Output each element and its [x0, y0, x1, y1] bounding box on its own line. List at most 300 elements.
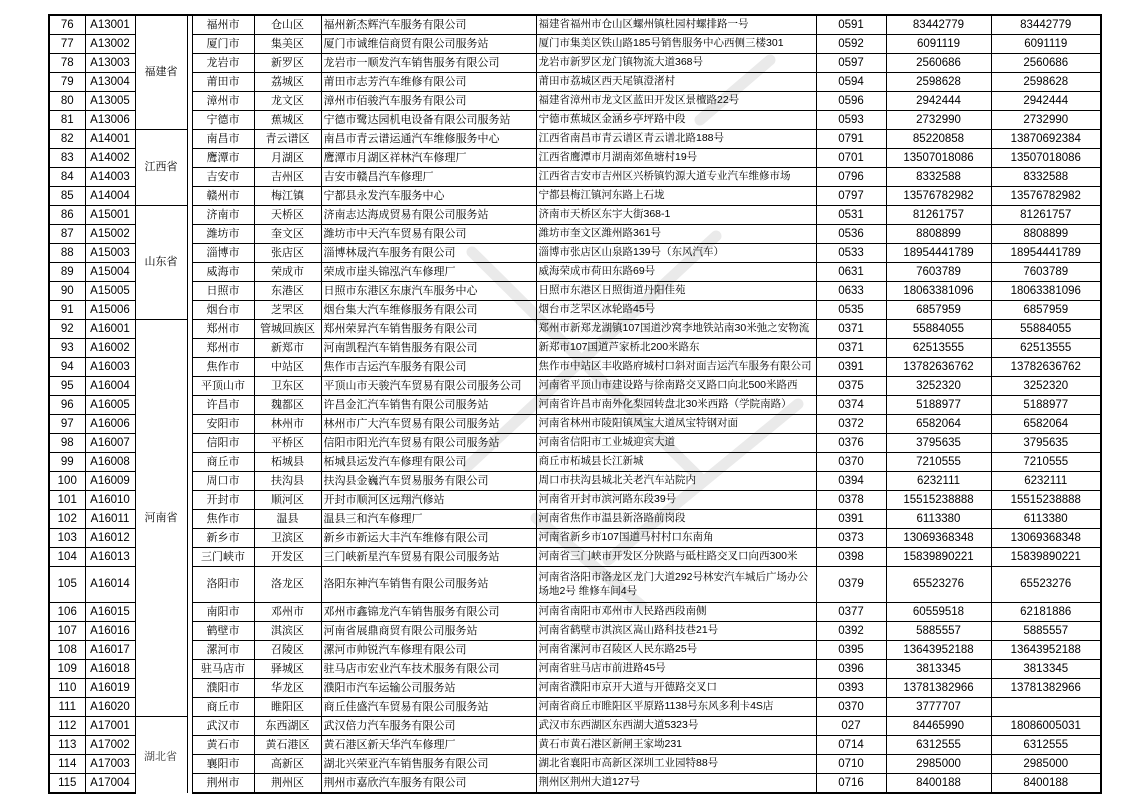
district-cell: 卫滨区 [254, 529, 321, 548]
phone-cell: 18063381096 [886, 282, 991, 301]
row-number-cell: 81 [49, 111, 85, 130]
city-cell: 漳州市 [192, 92, 254, 111]
phone-cell: 8332588 [886, 168, 991, 187]
address-cell: 河南省驻马店市前进路45号 [536, 660, 816, 679]
service-station-table [48, 14, 1102, 794]
code-cell: A16015 [85, 603, 135, 622]
district-cell: 华龙区 [254, 679, 321, 698]
table-row [49, 510, 1101, 529]
company-cell: 荆州市嘉欣汽车服务有限公司 [321, 774, 536, 794]
area-code-cell: 0535 [816, 301, 886, 320]
table-row [49, 339, 1101, 358]
company-cell: 龙岩市一顺发汽车销售服务有限公司 [321, 54, 536, 73]
area-code-cell: 0371 [816, 320, 886, 339]
company-cell: 厦门市诚维信商贸有限公司服务站 [321, 35, 536, 54]
address-cell: 河南省林州市陵阳镇凤宝大道凤宝特钢对面 [536, 415, 816, 434]
address-cell: 河南省洛阳市洛龙区龙门大道292号林安汽车城后广场办公场地2号 维修车间4号 [536, 567, 816, 603]
table-row [49, 622, 1101, 641]
phone2-cell: 13069368348 [991, 529, 1101, 548]
district-cell: 开发区 [254, 548, 321, 567]
city-cell: 鹰潭市 [192, 149, 254, 168]
company-cell: 莆田市志芳汽车维修有限公司 [321, 73, 536, 92]
table-row [49, 73, 1101, 92]
area-code-cell: 0393 [816, 679, 886, 698]
phone-cell: 2985000 [886, 755, 991, 774]
company-cell: 郑州荣昇汽车销售服务有限公司 [321, 320, 536, 339]
city-cell: 厦门市 [192, 35, 254, 54]
company-cell: 漯河市帅锐汽车修理有限公司 [321, 641, 536, 660]
phone-cell: 7603789 [886, 263, 991, 282]
code-cell: A16003 [85, 358, 135, 377]
company-cell: 信阳市阳光汽车贸易有限公司服务站 [321, 434, 536, 453]
row-number-cell: 79 [49, 73, 85, 92]
phone-cell: 6582064 [886, 415, 991, 434]
phone2-cell: 18086005031 [991, 717, 1101, 736]
company-cell: 河南凯程汽车销售服务有限公司 [321, 339, 536, 358]
row-number-cell: 109 [49, 660, 85, 679]
code-cell: A14002 [85, 149, 135, 168]
code-cell: A15002 [85, 225, 135, 244]
address-cell: 烟台市芝罘区冰轮路45号 [536, 301, 816, 320]
row-number-cell: 96 [49, 396, 85, 415]
phone2-cell: 3252320 [991, 377, 1101, 396]
row-number-cell: 95 [49, 377, 85, 396]
table-row [49, 717, 1101, 736]
code-cell: A15005 [85, 282, 135, 301]
company-cell: 焦作市吉运汽车服务有限公司 [321, 358, 536, 377]
district-cell: 柘城县 [254, 453, 321, 472]
district-cell: 天桥区 [254, 206, 321, 225]
phone2-cell: 7210555 [991, 453, 1101, 472]
district-cell: 淇滨区 [254, 622, 321, 641]
phone-cell: 3777707 [886, 698, 991, 717]
phone2-cell: 15515238888 [991, 491, 1101, 510]
phone-cell: 6113380 [886, 510, 991, 529]
phone-cell: 62513555 [886, 339, 991, 358]
phone-cell: 13576782982 [886, 187, 991, 206]
address-cell: 江西省鹰潭市月湖南郊鱼塘村19号 [536, 149, 816, 168]
phone2-cell: 8808899 [991, 225, 1101, 244]
code-cell: A16008 [85, 453, 135, 472]
row-number-cell: 100 [49, 472, 85, 491]
row-number-cell: 89 [49, 263, 85, 282]
city-cell: 三门峡市 [192, 548, 254, 567]
phone-cell: 8400188 [886, 774, 991, 794]
row-number-cell: 101 [49, 491, 85, 510]
row-number-cell: 92 [49, 320, 85, 339]
district-cell: 奎文区 [254, 225, 321, 244]
row-number-cell: 85 [49, 187, 85, 206]
table-row [49, 755, 1101, 774]
address-cell: 河南省濮阳市京开大道与开德路交叉口 [536, 679, 816, 698]
table-row [49, 15, 1101, 35]
district-cell: 集美区 [254, 35, 321, 54]
phone2-cell: 2560686 [991, 54, 1101, 73]
table-row [49, 434, 1101, 453]
address-cell: 日照市东港区日照街道丹阳佳苑 [536, 282, 816, 301]
address-cell: 武汉市东西湖区东西湖大道5323号 [536, 717, 816, 736]
city-cell: 荆州市 [192, 774, 254, 794]
area-code-cell: 027 [816, 717, 886, 736]
district-cell: 睢阳区 [254, 698, 321, 717]
district-cell: 东港区 [254, 282, 321, 301]
row-number-cell: 114 [49, 755, 85, 774]
phone2-cell: 7603789 [991, 263, 1101, 282]
row-number-cell: 113 [49, 736, 85, 755]
row-number-cell: 82 [49, 130, 85, 149]
company-cell: 吉安市赣昌汽车修理厂 [321, 168, 536, 187]
company-cell: 济南志达海成贸易有限公司服务站 [321, 206, 536, 225]
row-number-cell: 110 [49, 679, 85, 698]
address-cell: 河南省新乡市107国道马村村口东南角 [536, 529, 816, 548]
phone-cell: 7210555 [886, 453, 991, 472]
city-cell: 焦作市 [192, 358, 254, 377]
company-cell: 洛阳东神汽车销售有限公司服务站 [321, 567, 536, 603]
phone2-cell: 2942444 [991, 92, 1101, 111]
phone2-cell [991, 698, 1101, 717]
phone-cell: 6312555 [886, 736, 991, 755]
province-cell: 山东省 [135, 206, 187, 320]
area-code-cell: 0633 [816, 282, 886, 301]
phone2-cell: 55884055 [991, 320, 1101, 339]
service-station-table-sheet [48, 14, 1102, 794]
area-code-cell: 0377 [816, 603, 886, 622]
table-row [49, 54, 1101, 73]
company-cell: 荣成市崖头锦泓汽车修理厂 [321, 263, 536, 282]
phone2-cell: 13643952188 [991, 641, 1101, 660]
district-cell: 荣成市 [254, 263, 321, 282]
city-cell: 许昌市 [192, 396, 254, 415]
row-number-cell: 78 [49, 54, 85, 73]
table-row [49, 35, 1101, 54]
company-cell: 柘城县运发汽车修理有限公司 [321, 453, 536, 472]
address-cell: 江西省吉安市吉州区兴桥镇钓源大道专业汽车维修市场 [536, 168, 816, 187]
table-row [49, 244, 1101, 263]
area-code-cell: 0594 [816, 73, 886, 92]
company-cell: 河南省展鼎商贸有限公司服务站 [321, 622, 536, 641]
district-cell: 驿城区 [254, 660, 321, 679]
phone2-cell: 5188977 [991, 396, 1101, 415]
phone-cell: 13781382966 [886, 679, 991, 698]
area-code-cell: 0392 [816, 622, 886, 641]
address-cell: 福建省福州市仓山区螺州镇杜园村螺排路一号 [536, 15, 816, 35]
address-cell: 河南省漯河市召陵区人民东路25号 [536, 641, 816, 660]
city-cell: 南阳市 [192, 603, 254, 622]
company-cell: 潍坊市中天汽车贸易有限公司 [321, 225, 536, 244]
address-cell: 济南市天桥区东宇大街368-1 [536, 206, 816, 225]
company-cell: 福州新杰辉汽车服务有限公司 [321, 15, 536, 35]
row-number-cell: 108 [49, 641, 85, 660]
row-number-cell: 112 [49, 717, 85, 736]
phone2-cell: 8400188 [991, 774, 1101, 794]
city-cell: 赣州市 [192, 187, 254, 206]
row-number-cell: 84 [49, 168, 85, 187]
company-cell: 濮阳市汽车运输公司服务站 [321, 679, 536, 698]
phone2-cell: 62513555 [991, 339, 1101, 358]
address-cell: 河南省三门峡市开发区分陕路与砥柱路交叉口向西300米 [536, 548, 816, 567]
area-code-cell: 0701 [816, 149, 886, 168]
city-cell: 武汉市 [192, 717, 254, 736]
code-cell: A17001 [85, 717, 135, 736]
phone-cell: 6232111 [886, 472, 991, 491]
phone2-cell: 2598628 [991, 73, 1101, 92]
district-cell: 芝罘区 [254, 301, 321, 320]
area-code-cell: 0591 [816, 15, 886, 35]
phone2-cell: 15839890221 [991, 548, 1101, 567]
district-cell: 魏都区 [254, 396, 321, 415]
company-cell: 商丘佳盛汽车贸易有限公司服务站 [321, 698, 536, 717]
city-cell: 淄博市 [192, 244, 254, 263]
district-cell: 月湖区 [254, 149, 321, 168]
area-code-cell: 0379 [816, 567, 886, 603]
address-cell: 潍坊市奎文区潍州路361号 [536, 225, 816, 244]
district-cell: 洛龙区 [254, 567, 321, 603]
phone-cell: 5188977 [886, 396, 991, 415]
phone-cell: 3795635 [886, 434, 991, 453]
code-cell: A17004 [85, 774, 135, 794]
code-cell: A16001 [85, 320, 135, 339]
city-cell: 商丘市 [192, 453, 254, 472]
phone2-cell: 3813345 [991, 660, 1101, 679]
phone2-cell: 6312555 [991, 736, 1101, 755]
address-cell: 郑州市新郑龙湖镇107国道沙窝李地铁站南30米弛之安物流 [536, 320, 816, 339]
area-code-cell: 0391 [816, 358, 886, 377]
district-cell: 荔城区 [254, 73, 321, 92]
company-cell: 温县三和汽车修理厂 [321, 510, 536, 529]
row-number-cell: 107 [49, 622, 85, 641]
phone2-cell: 13507018086 [991, 149, 1101, 168]
code-cell: A16012 [85, 529, 135, 548]
code-cell: A16005 [85, 396, 135, 415]
company-cell: 宁德市鹭达园机电设备有限公司服务站 [321, 111, 536, 130]
city-cell: 周口市 [192, 472, 254, 491]
area-code-cell: 0797 [816, 187, 886, 206]
phone2-cell: 13782636762 [991, 358, 1101, 377]
code-cell: A16020 [85, 698, 135, 717]
row-number-cell: 94 [49, 358, 85, 377]
phone-cell: 13507018086 [886, 149, 991, 168]
phone2-cell: 2732990 [991, 111, 1101, 130]
phone-cell: 84465990 [886, 717, 991, 736]
city-cell: 商丘市 [192, 698, 254, 717]
company-cell: 黄石港区新天华汽车修理厂 [321, 736, 536, 755]
row-number-cell: 115 [49, 774, 85, 794]
company-cell: 日照市东港区东康汽车服务中心 [321, 282, 536, 301]
phone-cell: 60559518 [886, 603, 991, 622]
district-cell: 仓山区 [254, 15, 321, 35]
row-number-cell: 111 [49, 698, 85, 717]
code-cell: A13001 [85, 15, 135, 35]
area-code-cell: 0391 [816, 510, 886, 529]
district-cell: 青云谱区 [254, 130, 321, 149]
district-cell: 东西湖区 [254, 717, 321, 736]
city-cell: 郑州市 [192, 320, 254, 339]
address-cell: 河南省鹤壁市淇滨区嵩山路科技巷21号 [536, 622, 816, 641]
table-row [49, 187, 1101, 206]
phone2-cell: 5885557 [991, 622, 1101, 641]
city-cell: 濮阳市 [192, 679, 254, 698]
code-cell: A16010 [85, 491, 135, 510]
address-cell: 河南省平顶山市建设路与徐南路交叉路口向北500米路西 [536, 377, 816, 396]
area-code-cell: 0373 [816, 529, 886, 548]
phone-cell: 65523276 [886, 567, 991, 603]
row-number-cell: 76 [49, 15, 85, 35]
district-cell: 蕉城区 [254, 111, 321, 130]
phone-cell: 15839890221 [886, 548, 991, 567]
area-code-cell: 0396 [816, 660, 886, 679]
district-cell: 新郑市 [254, 339, 321, 358]
address-cell: 江西省南昌市青云谱区青云谱北路188号 [536, 130, 816, 149]
district-cell: 荆州区 [254, 774, 321, 794]
area-code-cell: 0791 [816, 130, 886, 149]
code-cell: A14003 [85, 168, 135, 187]
table-row [49, 149, 1101, 168]
company-cell: 平顶山市天骏汽车贸易有限公司服务公司 [321, 377, 536, 396]
code-cell: A17003 [85, 755, 135, 774]
city-cell: 鹤壁市 [192, 622, 254, 641]
phone-cell: 5885557 [886, 622, 991, 641]
district-cell: 平桥区 [254, 434, 321, 453]
address-cell: 宁都县梅江镇河东路上石垅 [536, 187, 816, 206]
city-cell: 宁德市 [192, 111, 254, 130]
city-cell: 焦作市 [192, 510, 254, 529]
table-row [49, 282, 1101, 301]
code-cell: A16011 [85, 510, 135, 529]
address-cell: 福建省漳州市龙文区蓝田开发区景檀路22号 [536, 92, 816, 111]
table-row [49, 225, 1101, 244]
table-row [49, 358, 1101, 377]
area-code-cell: 0371 [816, 339, 886, 358]
district-cell: 张店区 [254, 244, 321, 263]
phone2-cell: 18954441789 [991, 244, 1101, 263]
city-cell: 莆田市 [192, 73, 254, 92]
area-code-cell: 0631 [816, 263, 886, 282]
company-cell: 宁都县永发汽车服务中心 [321, 187, 536, 206]
area-code-cell: 0710 [816, 755, 886, 774]
address-cell: 周口市扶沟县城北关老汽车站院内 [536, 472, 816, 491]
phone2-cell: 18063381096 [991, 282, 1101, 301]
city-cell: 烟台市 [192, 301, 254, 320]
city-cell: 平顶山市 [192, 377, 254, 396]
company-cell: 漳州市佰骏汽车服务有限公司 [321, 92, 536, 111]
company-cell: 鹰潭市月湖区祥林汽车修理厂 [321, 149, 536, 168]
district-cell: 管城回族区 [254, 320, 321, 339]
district-cell: 顺河区 [254, 491, 321, 510]
address-cell: 莆田市荔城区西天尾镇澄渚村 [536, 73, 816, 92]
city-cell: 郑州市 [192, 339, 254, 358]
phone2-cell: 6857959 [991, 301, 1101, 320]
area-code-cell: 0533 [816, 244, 886, 263]
table-row [49, 301, 1101, 320]
code-cell: A13006 [85, 111, 135, 130]
table-row [49, 529, 1101, 548]
area-code-cell: 0714 [816, 736, 886, 755]
city-cell: 福州市 [192, 15, 254, 35]
district-cell: 邓州市 [254, 603, 321, 622]
city-cell: 济南市 [192, 206, 254, 225]
address-cell: 河南省开封市滨河路东段39号 [536, 491, 816, 510]
area-code-cell: 0370 [816, 698, 886, 717]
row-number-cell: 97 [49, 415, 85, 434]
phone-cell: 8808899 [886, 225, 991, 244]
company-cell: 邓州市鑫锦龙汽车销售服务有限公司 [321, 603, 536, 622]
company-cell: 扶沟县金巍汽车贸易服务有限公司 [321, 472, 536, 491]
company-cell: 武汉倍力汽车服务有限公司 [321, 717, 536, 736]
company-cell: 林州市广大汽车贸易有限公司服务站 [321, 415, 536, 434]
area-code-cell: 0796 [816, 168, 886, 187]
table-row [49, 92, 1101, 111]
table-row [49, 548, 1101, 567]
province-cell: 福建省 [135, 15, 187, 130]
code-cell: A17002 [85, 736, 135, 755]
phone2-cell: 13576782982 [991, 187, 1101, 206]
phone-cell: 2598628 [886, 73, 991, 92]
city-cell: 安阳市 [192, 415, 254, 434]
address-cell: 黄石市黄石港区新闸王家坳231 [536, 736, 816, 755]
phone-cell: 55884055 [886, 320, 991, 339]
table-row [49, 603, 1101, 622]
phone-cell: 13643952188 [886, 641, 991, 660]
phone2-cell: 13870692384 [991, 130, 1101, 149]
row-number-cell: 93 [49, 339, 85, 358]
company-cell: 南昌市青云谱运通汽车维修服务中心 [321, 130, 536, 149]
table-row [49, 320, 1101, 339]
table-row [49, 263, 1101, 282]
table-row [49, 472, 1101, 491]
code-cell: A16014 [85, 567, 135, 603]
phone-cell: 85220858 [886, 130, 991, 149]
area-code-cell: 0374 [816, 396, 886, 415]
company-cell: 烟台集大汽车维修服务有限公司 [321, 301, 536, 320]
district-cell: 温县 [254, 510, 321, 529]
address-cell: 宁德市蕉城区金涵乡亭坪路中段 [536, 111, 816, 130]
company-cell: 驻马店市宏业汽车技术服务有限公司 [321, 660, 536, 679]
district-cell: 黄石港区 [254, 736, 321, 755]
area-code-cell: 0593 [816, 111, 886, 130]
table-row [49, 679, 1101, 698]
address-cell: 焦作市中站区丰收路府城村口斜对面吉运汽车服务有限公司 [536, 358, 816, 377]
code-cell: A14001 [85, 130, 135, 149]
district-cell: 新罗区 [254, 54, 321, 73]
code-cell: A16002 [85, 339, 135, 358]
area-code-cell: 0531 [816, 206, 886, 225]
code-cell: A16013 [85, 548, 135, 567]
company-cell: 三门峡新星汽车贸易有限公司服务站 [321, 548, 536, 567]
phone-cell: 3813345 [886, 660, 991, 679]
table-row [49, 168, 1101, 187]
row-number-cell: 106 [49, 603, 85, 622]
code-cell: A16009 [85, 472, 135, 491]
city-cell: 南昌市 [192, 130, 254, 149]
phone2-cell: 65523276 [991, 567, 1101, 603]
phone2-cell: 6091119 [991, 35, 1101, 54]
table-row [49, 736, 1101, 755]
code-cell: A16016 [85, 622, 135, 641]
row-number-cell: 105 [49, 567, 85, 603]
phone-cell: 6857959 [886, 301, 991, 320]
table-row [49, 206, 1101, 225]
district-cell: 卫东区 [254, 377, 321, 396]
code-cell: A15001 [85, 206, 135, 225]
code-cell: A16004 [85, 377, 135, 396]
row-number-cell: 80 [49, 92, 85, 111]
area-code-cell: 0536 [816, 225, 886, 244]
code-cell: A13004 [85, 73, 135, 92]
phone2-cell: 6232111 [991, 472, 1101, 491]
row-number-cell: 86 [49, 206, 85, 225]
area-code-cell: 0378 [816, 491, 886, 510]
code-cell: A14004 [85, 187, 135, 206]
